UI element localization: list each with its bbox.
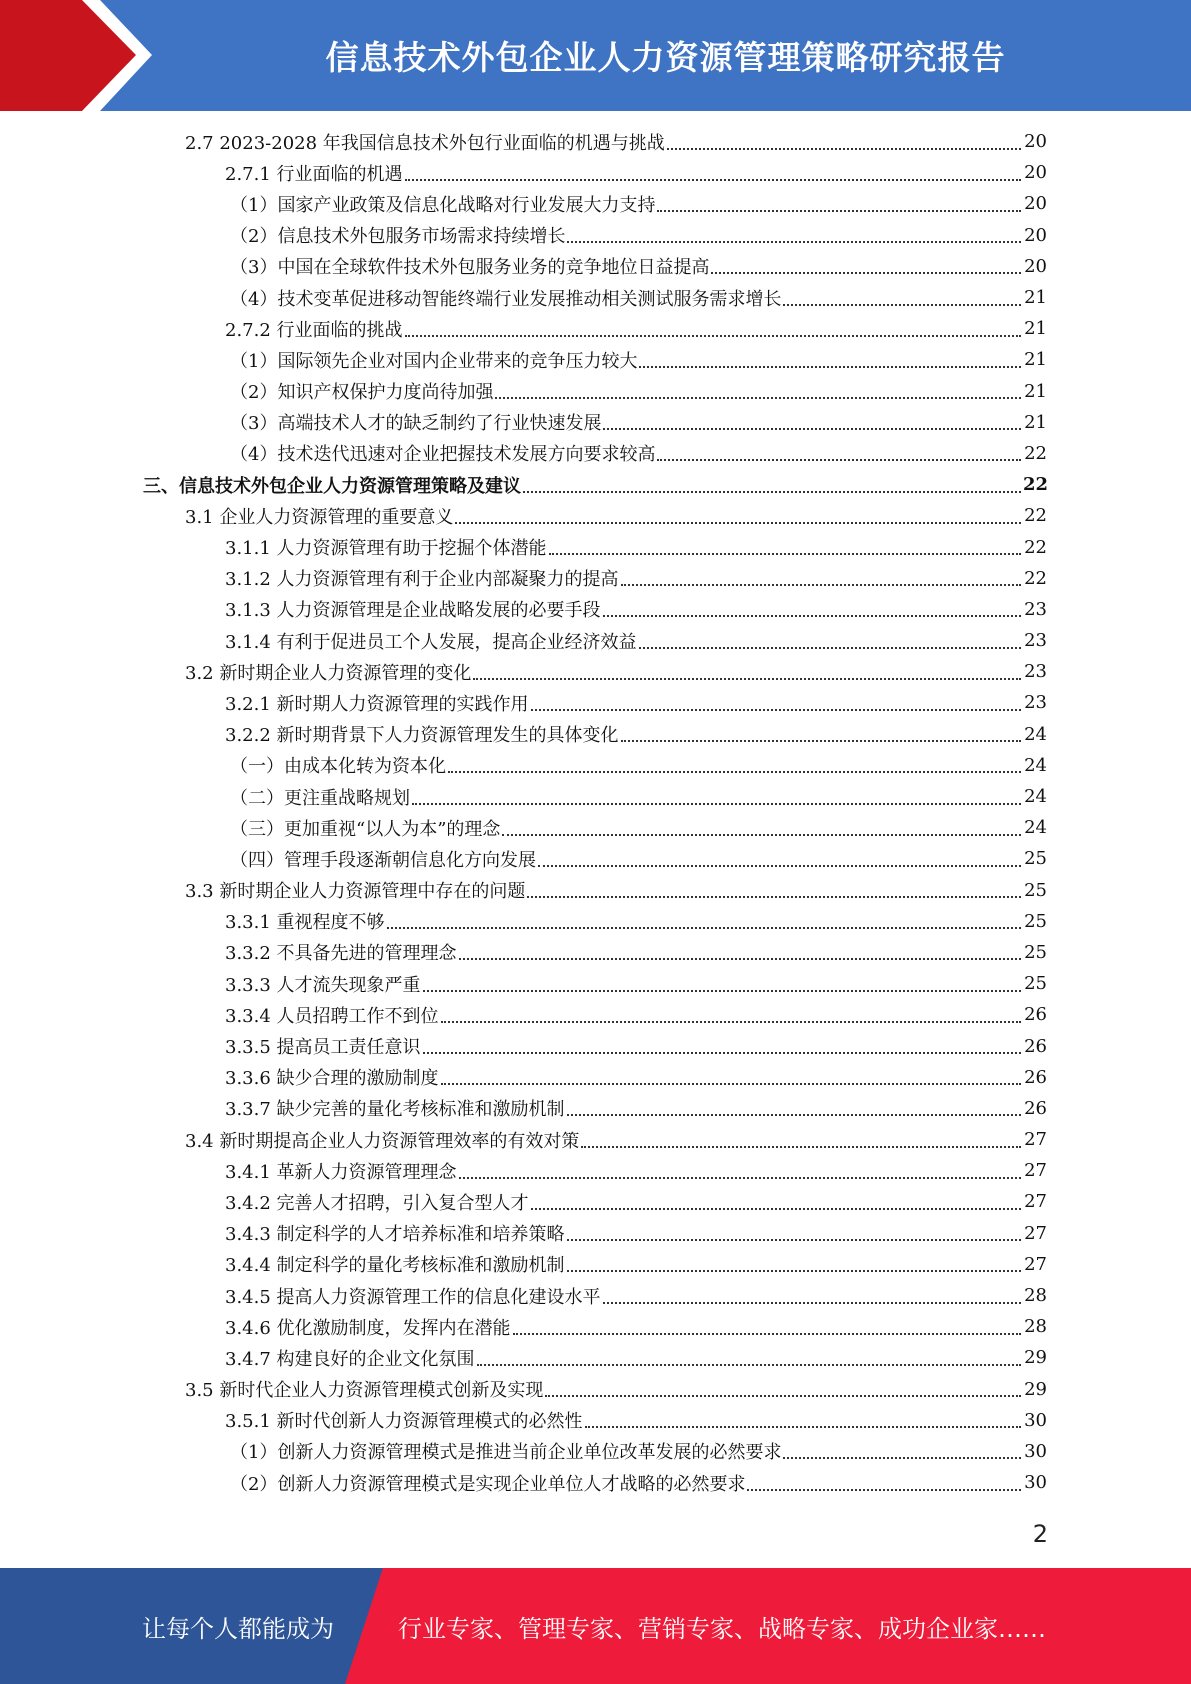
toc-entry-page: 28 [1024, 1316, 1047, 1338]
toc-dot-leader [423, 990, 1021, 992]
toc-entry[interactable] [0, 999, 1191, 1030]
toc-entry[interactable] [0, 500, 1191, 531]
toc-entry-page: 23 [1024, 630, 1047, 652]
toc-entry-page: 30 [1024, 1472, 1047, 1494]
toc-entry-page: 27 [1024, 1191, 1047, 1213]
toc-entry-page: 27 [1024, 1253, 1047, 1275]
toc-entry-title: 3.3.7 缺少完善的量化考核标准和激励机制 [225, 1099, 565, 1121]
toc-entry-title: 3.4.3 制定科学的人才培养标准和培养策略 [225, 1224, 565, 1246]
toc-entry-page: 22 [1024, 505, 1047, 527]
toc-entry-page: 29 [1024, 1378, 1047, 1400]
toc-dot-leader [412, 803, 1021, 805]
toc-dot-leader [538, 865, 1021, 867]
toc-entry-page: 26 [1024, 1035, 1047, 1057]
toc-entry[interactable] [0, 1467, 1191, 1498]
toc-dot-leader [581, 1146, 1021, 1148]
toc-entry-title: 3.3.1 重视程度不够 [225, 912, 385, 934]
footer-slogan-left: 让每个人都能成为 [142, 1614, 334, 1643]
toc-entry[interactable] [0, 968, 1191, 999]
toc-entry[interactable] [0, 563, 1191, 594]
toc-entry-title: 3.1.4 有利于促进员工个人发展，提高企业经济效益 [225, 631, 637, 653]
page-footer [0, 1568, 1191, 1684]
toc-entry-page: 22 [1024, 442, 1047, 464]
toc-entry-title: 3.1 企业人力资源管理的重要意义 [185, 506, 454, 528]
toc-dot-leader [783, 304, 1021, 306]
toc-entry-page: 25 [1024, 910, 1047, 932]
toc-dot-leader [495, 397, 1021, 399]
toc-dot-leader [603, 428, 1021, 430]
toc-entry-title: （一）由成本化转为资本化 [230, 756, 446, 778]
toc-entry[interactable] [0, 906, 1191, 937]
toc-entry-page: 20 [1024, 131, 1047, 153]
toc-entry-page: 27 [1024, 1129, 1047, 1151]
toc-entry-page: 21 [1024, 318, 1047, 340]
toc-entry-title: 3.4.4 制定科学的量化考核标准和激励机制 [225, 1255, 565, 1277]
toc-entry[interactable] [0, 469, 1191, 500]
toc-entry-title: 3.2.2 新时期背景下人力资源管理发生的具体变化 [225, 725, 619, 747]
toc-dot-leader [603, 1302, 1021, 1304]
toc-entry[interactable] [0, 531, 1191, 562]
toc-entry-page: 21 [1024, 287, 1047, 309]
toc-entry-page: 25 [1024, 973, 1047, 995]
toc-dot-leader [549, 553, 1021, 555]
toc-entry-page: 24 [1024, 786, 1047, 808]
toc-dot-leader [567, 241, 1021, 243]
toc-entry-title: 3.4.6 优化激励制度，发挥内在潜能 [225, 1317, 511, 1339]
toc-entry[interactable] [0, 344, 1191, 375]
document-title: 信息技术外包企业人力资源管理策略研究报告 [325, 38, 1006, 77]
toc-entry[interactable] [0, 843, 1191, 874]
toc-dot-leader [448, 771, 1021, 773]
toc-dot-leader [621, 740, 1021, 742]
toc-dot-leader [473, 678, 1021, 680]
toc-dot-leader [747, 1489, 1021, 1491]
toc-dot-leader [567, 1239, 1021, 1241]
toc-dot-leader [657, 210, 1021, 212]
toc-dot-leader [459, 958, 1021, 960]
toc-entry-page: 27 [1024, 1222, 1047, 1244]
toc-entry-title: 3.4.2 完善人才招聘，引入复合型人才 [225, 1192, 529, 1214]
toc-entry-page: 20 [1024, 162, 1047, 184]
toc-entry-page: 25 [1024, 941, 1047, 963]
toc-entry-page: 24 [1024, 817, 1047, 839]
toc-dot-leader [621, 584, 1021, 586]
toc-dot-leader [513, 1333, 1021, 1335]
toc-entry-page: 20 [1024, 255, 1047, 277]
toc-entry-title: 3.1.1 人力资源管理有助于挖掘个体潜能 [225, 538, 547, 560]
toc-entry-page: 23 [1024, 692, 1047, 714]
toc-entry[interactable] [0, 1186, 1191, 1217]
table-of-contents [0, 126, 1191, 1498]
toc-entry[interactable] [0, 594, 1191, 625]
toc-entry-title: 3.5.1 新时代创新人力资源管理模式的必然性 [225, 1411, 583, 1433]
toc-dot-leader [502, 834, 1021, 836]
toc-entry[interactable] [0, 313, 1191, 344]
toc-entry-page: 29 [1024, 1347, 1047, 1369]
toc-entry-title: 3.4 新时期提高企业人力资源管理效率的有效对策 [185, 1130, 580, 1152]
toc-dot-leader [639, 647, 1021, 649]
toc-entry-page: 21 [1024, 380, 1047, 402]
toc-entry-title: （二）更注重战略规划 [230, 787, 410, 809]
toc-entry[interactable] [0, 1093, 1191, 1124]
toc-dot-leader [603, 615, 1021, 617]
toc-entry-page: 22 [1024, 567, 1047, 589]
toc-entry[interactable] [0, 1342, 1191, 1373]
toc-entry-page: 20 [1024, 193, 1047, 215]
toc-entry-title: 3.3.2 不具备先进的管理理念 [225, 943, 457, 965]
toc-entry-title: 3.3.6 缺少合理的激励制度 [225, 1068, 439, 1090]
toc-entry-page: 26 [1024, 1004, 1047, 1026]
toc-dot-leader [523, 491, 1021, 493]
toc-dot-leader [405, 335, 1021, 337]
toc-dot-leader [585, 1426, 1021, 1428]
footer-slogan-right: 行业专家、管理专家、营销专家、战略专家、成功企业家…… [398, 1614, 1046, 1643]
toc-dot-leader [567, 1270, 1021, 1272]
toc-entry[interactable] [0, 719, 1191, 750]
toc-entry[interactable] [0, 376, 1191, 407]
toc-dot-leader [459, 1177, 1021, 1179]
toc-entry[interactable] [0, 937, 1191, 968]
toc-entry-title: （四）管理手段逐渐朝信息化方向发展 [230, 849, 536, 871]
toc-dot-leader [441, 1083, 1021, 1085]
toc-entry[interactable] [0, 1155, 1191, 1186]
toc-entry-title: 3.4.5 提高人力资源管理工作的信息化建设水平 [225, 1286, 601, 1308]
toc-entry-title: （2）知识产权保护力度尚待加强 [230, 382, 494, 404]
toc-entry-page: 24 [1024, 754, 1047, 776]
toc-entry-title: （4）技术变革促进移动智能终端行业发展推动相关测试服务需求增长 [230, 288, 782, 310]
toc-entry[interactable] [0, 812, 1191, 843]
toc-dot-leader [531, 1208, 1021, 1210]
toc-entry[interactable] [0, 1436, 1191, 1467]
toc-entry[interactable] [0, 781, 1191, 812]
toc-entry[interactable] [0, 438, 1191, 469]
toc-entry-page: 23 [1024, 598, 1047, 620]
toc-entry-page: 25 [1024, 879, 1047, 901]
toc-entry-page: 22 [1023, 474, 1049, 496]
page-header [0, 0, 1191, 111]
toc-entry-title: （4）技术迭代迅速对企业把握技术发展方向要求较高 [230, 444, 656, 466]
toc-entry-title: 三、信息技术外包企业人力资源管理策略及建议 [143, 475, 521, 497]
toc-entry-title: （三）更加重视“以人为本”的理念 [230, 818, 501, 840]
toc-dot-leader [455, 522, 1021, 524]
toc-entry-page: 30 [1024, 1409, 1047, 1431]
toc-entry[interactable] [0, 625, 1191, 656]
toc-entry-title: 2.7.2 行业面临的挑战 [225, 319, 403, 341]
toc-dot-leader [441, 1021, 1021, 1023]
toc-entry-page: 22 [1024, 536, 1047, 558]
toc-entry-title: 3.2.1 新时期人力资源管理的实践作用 [225, 693, 529, 715]
toc-dot-leader [711, 272, 1021, 274]
toc-dot-leader [545, 1395, 1021, 1397]
toc-entry[interactable] [0, 1062, 1191, 1093]
page-number: 2 [1032, 1520, 1048, 1548]
toc-entry-title: （2）信息技术外包服务市场需求持续增长 [230, 226, 566, 248]
toc-entry-page: 23 [1024, 661, 1047, 683]
toc-dot-leader [423, 1052, 1021, 1054]
toc-entry[interactable] [0, 1311, 1191, 1342]
toc-entry-page: 20 [1024, 224, 1047, 246]
toc-entry-title: 3.3.5 提高员工责任意识 [225, 1037, 421, 1059]
toc-dot-leader [531, 709, 1021, 711]
toc-dot-leader [477, 1364, 1021, 1366]
toc-entry-page: 25 [1024, 848, 1047, 870]
toc-dot-leader [387, 927, 1021, 929]
toc-dot-leader [667, 148, 1021, 150]
toc-entry-title: 3.4.1 革新人力资源管理理念 [225, 1161, 457, 1183]
toc-entry[interactable] [0, 251, 1191, 282]
toc-entry-title: （1）创新人力资源管理模式是推进当前企业单位改革发展的必然要求 [230, 1442, 782, 1464]
toc-entry-title: （1）国家产业政策及信息化战略对行业发展大力支持 [230, 194, 656, 216]
toc-entry-title: （1）国际领先企业对国内企业带来的竞争压力较大 [230, 350, 638, 372]
toc-dot-leader [783, 1457, 1021, 1459]
toc-entry[interactable] [0, 1030, 1191, 1061]
toc-dot-leader [657, 459, 1021, 461]
toc-entry-page: 21 [1024, 349, 1047, 371]
toc-dot-leader [639, 366, 1021, 368]
toc-entry-title: 3.4.7 构建良好的企业文化氛围 [225, 1348, 475, 1370]
toc-entry-page: 24 [1024, 723, 1047, 745]
header-arrow-decoration [0, 0, 160, 111]
toc-entry[interactable] [0, 220, 1191, 251]
toc-entry[interactable] [0, 750, 1191, 781]
toc-entry-title: 3.3 新时期企业人力资源管理中存在的问题 [185, 881, 526, 903]
toc-entry[interactable] [0, 407, 1191, 438]
toc-entry-title: 2.7 2023-2028 年我国信息技术外包行业面临的机遇与挑战 [185, 132, 665, 154]
toc-dot-leader [527, 896, 1021, 898]
toc-entry[interactable] [0, 1280, 1191, 1311]
toc-entry[interactable] [0, 1374, 1191, 1405]
toc-entry[interactable] [0, 656, 1191, 687]
toc-entry-title: 3.1.3 人力资源管理是企业战略发展的必要手段 [225, 600, 601, 622]
toc-entry-title: （2）创新人力资源管理模式是实现企业单位人才战略的必然要求 [230, 1473, 746, 1495]
toc-entry-page: 26 [1024, 1066, 1047, 1088]
toc-entry-title: （3）中国在全球软件技术外包服务业务的竞争地位日益提高 [230, 257, 710, 279]
toc-entry-title: 3.1.2 人力资源管理有利于企业内部凝聚力的提高 [225, 569, 619, 591]
toc-entry-title: （3）高端技术人才的缺乏制约了行业快速发展 [230, 413, 602, 435]
toc-entry[interactable] [0, 1124, 1191, 1155]
toc-entry-page: 26 [1024, 1097, 1047, 1119]
toc-entry[interactable] [0, 1249, 1191, 1280]
toc-entry-page: 30 [1024, 1440, 1047, 1462]
toc-entry-title: 3.2 新时期企业人力资源管理的变化 [185, 662, 472, 684]
toc-entry-title: 3.3.4 人员招聘工作不到位 [225, 1005, 439, 1027]
toc-dot-leader [567, 1114, 1021, 1116]
toc-entry-page: 28 [1024, 1285, 1047, 1307]
toc-entry[interactable] [0, 1218, 1191, 1249]
toc-entry[interactable] [0, 126, 1191, 157]
toc-entry[interactable] [0, 188, 1191, 219]
toc-entry[interactable] [0, 687, 1191, 718]
toc-entry-page: 21 [1024, 411, 1047, 433]
toc-entry-title: 3.3.3 人才流失现象严重 [225, 974, 421, 996]
toc-entry[interactable] [0, 157, 1191, 188]
toc-entry-page: 27 [1024, 1160, 1047, 1182]
toc-entry[interactable] [0, 1405, 1191, 1436]
toc-entry[interactable] [0, 875, 1191, 906]
toc-dot-leader [405, 179, 1021, 181]
toc-entry-title: 2.7.1 行业面临的机遇 [225, 163, 403, 185]
toc-entry-title: 3.5 新时代企业人力资源管理模式创新及实现 [185, 1380, 544, 1402]
toc-entry[interactable] [0, 282, 1191, 313]
